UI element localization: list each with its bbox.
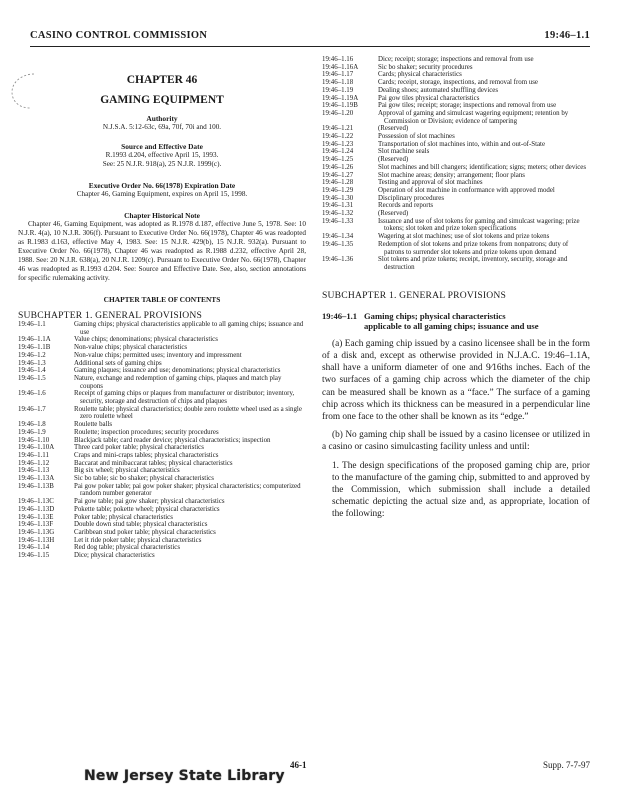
section-title-line-2: applicable to all gaming chips; issuance and use: [364, 321, 539, 332]
toc-section-title: Sic bo table; sic bo shaker; physical characteristics: [74, 475, 214, 483]
toc-section-number: 19:46–1.1A: [18, 336, 51, 344]
toc-section-title: Pai gow tiles physical characteristics: [378, 94, 480, 102]
toc-section-number: 19:46–1.16: [322, 56, 354, 63]
toc-section-title: Approval of gaming and simulcast wagering equipment; retention by Commission or Division; evidence of tampering: [378, 109, 569, 125]
toc-section-title: Baccarat and minibaccarat tables; physical characteristics: [74, 459, 233, 467]
toc-section-number: 19:46–1.32: [322, 210, 354, 218]
authority-text: N.J.S.A. 5:12-63c, 69a, 70f, 70i and 100.: [102, 123, 222, 131]
toc-entry: [18, 467, 306, 475]
toc-section-number: 19:46–1.10A: [18, 444, 55, 452]
toc-entry: [18, 336, 306, 344]
history-heading: Chapter Historical Note: [124, 211, 200, 220]
toc-entry: [18, 537, 306, 545]
toc-entry: [322, 133, 590, 141]
toc-section-number: 19:46–1.15: [18, 552, 50, 560]
toc-entry: [18, 367, 306, 375]
toc-section-title: Non-value chips; permitted uses; inventory and impressment: [74, 351, 242, 359]
toc-entry: [322, 125, 590, 133]
toc-section-number: 19:46–1.19B: [322, 102, 358, 110]
toc-section-number: 19:46–1.22: [322, 133, 354, 141]
toc-entry: [322, 95, 590, 103]
section-title-line-1: Gaming chips; physical characteristics: [364, 310, 506, 321]
toc-section-number: 19:46–1.27: [322, 171, 354, 179]
toc-section-title: Possession of slot machines: [378, 133, 455, 141]
toc-section-number: 19:46–1.2: [18, 351, 46, 359]
toc-left-table: [18, 321, 306, 560]
toc-entry: [322, 210, 590, 218]
toc-entry: [322, 172, 590, 180]
toc-section-title: Big six wheel; physical characteristics: [74, 467, 180, 475]
toc-section-number: 19:46–1.13G: [18, 528, 55, 536]
toc-section-title: Cards; receipt, storage, inspections, and removal from use: [378, 79, 538, 87]
toc-entry: [18, 444, 306, 452]
source-line-1: R.1993 d.204, effective April 15, 1993.: [105, 151, 219, 159]
toc-entry: [322, 233, 590, 241]
toc-section-title: Dice; physical characteristics: [74, 552, 155, 560]
subchapter-heading: SUBCHAPTER 1. GENERAL PROVISIONS: [322, 289, 507, 301]
toc-section-number: 19:46–1.13E: [18, 513, 54, 521]
toc-entry: [18, 344, 306, 352]
section-heading: [322, 311, 590, 332]
toc-section-number: 19:46–1.5: [18, 374, 46, 382]
source-line-2: See: 25 N.J.R. 918(a), 25 N.J.R. 1999(c).: [102, 160, 222, 168]
library-stamp: New Jersey State Library: [84, 768, 285, 784]
toc-section-number: 19:46–1.21: [322, 125, 354, 133]
toc-entry: [322, 218, 590, 233]
toc-entry: [18, 360, 306, 368]
toc-entry: [18, 475, 306, 483]
toc-entry: [18, 460, 306, 468]
toc-section-title: Double down stud table; physical characteristics: [74, 521, 208, 529]
authority-heading: Authority: [146, 114, 178, 123]
header-rule: [30, 46, 590, 47]
toc-entry: [18, 390, 306, 405]
toc-section-title: Nature, exchange and redemption of gaming chips, plaques and match play coupons: [74, 374, 282, 390]
toc-entry: [18, 498, 306, 506]
toc-section-title: Pai gow tiles; receipt; storage; inspections and removal from use: [378, 102, 557, 110]
toc-entry: [322, 64, 590, 72]
toc-section-number: 19:46–1.26: [322, 163, 354, 171]
toc-section-title: Receipt of gaming chips or plaques from manufacturer or distributor; inventory, security, storage and destruction of chips and plaques: [74, 390, 295, 406]
paragraph-b: (b) No gaming chip shall be issued by a casino licensee or utilized in a casino or casino simulcasting facility unless and until:: [322, 430, 590, 453]
toc-entry: [322, 187, 590, 195]
source-heading: Source and Effective Date: [121, 142, 203, 151]
toc-section-number: 19:46–1.11: [18, 451, 49, 459]
toc-entry: [322, 156, 590, 164]
toc-entry: [322, 148, 590, 156]
eo-heading: Executive Order No. 66(1978) Expiration Date: [88, 181, 236, 190]
toc-section-number: 19:46–1.13: [18, 467, 50, 475]
toc-section-title: Roulette balls: [74, 421, 113, 429]
paragraph-b1: 1. The design specifications of the proposed gaming chip are, prior to the manufacture of the gaming chip, submitted to and approved by the Commission, which submission shall include a detailed schematic depicting the actual size and, as appropriate, location of the following:: [332, 460, 590, 520]
toc-entry: [18, 352, 306, 360]
header-agency: CASINO CONTROL COMMISSION: [30, 30, 208, 41]
toc-section-title: Red dog table; physical characteristics: [74, 544, 181, 552]
toc-section-number: 19:46–1.36: [322, 256, 354, 264]
toc-section-number: 19:46–1.30: [322, 194, 354, 202]
toc-section-number: 19:46–1.28: [322, 179, 354, 187]
chapter-title: GAMING EQUIPMENT: [100, 94, 224, 106]
toc-entry: [322, 79, 590, 87]
toc-section-title: Gaming plaques; issuance and use; denominations; physical characteristics: [74, 367, 281, 375]
toc-section-title: Pai gow poker table; pai gow poker shaker; physical characteristics; computerized random number generator: [74, 482, 301, 498]
toc-section-title: Operation of slot machine in conformance with approved model: [378, 186, 555, 194]
toc-entry: [322, 202, 590, 210]
toc-entry: [322, 164, 590, 172]
toc-section-title: Transportation of slot machines into, within and out-of-State: [378, 140, 546, 148]
toc-entry: [18, 375, 306, 390]
toc-section-title: Disciplinary procedures: [378, 194, 445, 202]
toc-section-number: 19:46–1.14: [18, 544, 50, 552]
toc-section-number: 19:46–1.4: [18, 367, 46, 375]
toc-section-title: Pokette table; pokette wheel; physical characteristics: [74, 505, 220, 513]
toc-entry: [322, 56, 590, 64]
toc-section-number: 19:46–1.13F: [18, 521, 54, 529]
paragraph-a: (a) Each gaming chip issued by a casino licensee shall be in the form of a disk and, except as otherwise provided in N.J.A.C. 19:46–1.1A, shall have a uniform diameter of one and 9⁄16ths inches. Each of the two surfaces of a gaming chip across which the diameter of the chip can be measured shall be known as a “face.” The surface of a gaming chip across which its thickness can be measured in a perpendicular line from one face to the other shall be known as its “edge.”: [322, 338, 590, 422]
toc-section-title: Redemption of slot tokens and prize tokens from nonpatrons; duty of patrons to surrender slot tokens and prize tokens upon demand: [378, 240, 569, 256]
toc-entry: [18, 406, 306, 421]
toc-section-title: Craps and mini-craps tables; physical characteristics: [74, 451, 219, 459]
toc-section-number: 19:46–1.13H: [18, 536, 55, 544]
toc-entry: [18, 544, 306, 552]
toc-entry: [322, 102, 590, 110]
header-section-number: 19:46–1.1: [544, 30, 590, 41]
toc-entry: [322, 141, 590, 149]
toc-section-number: 19:46–1.10: [18, 436, 50, 444]
running-header: [30, 30, 590, 46]
toc-section-title: Wagering at slot machines; use of slot tokens and prize tokens: [378, 233, 550, 241]
supplement-date: Supp. 7-7-97: [543, 760, 590, 770]
toc-section-number: 19:46–1.13D: [18, 505, 55, 513]
toc-section-number: 19:46–1.1B: [18, 344, 51, 352]
toc-section-title: Dice; receipt; storage; inspections and removal from use: [378, 56, 534, 63]
toc-entry: [322, 241, 590, 256]
toc-entry: [18, 514, 306, 522]
toc-section-number: 19:46–1.20: [322, 109, 354, 117]
toc-section-title: Cards; physical characteristics: [378, 71, 462, 79]
left-column: [18, 56, 306, 560]
toc-section-title: Let it ride poker table; physical characteristics: [74, 536, 202, 544]
toc-section-number: 19:46–1.23: [322, 140, 354, 148]
toc-section-number: 19:46–1.18: [322, 79, 354, 87]
toc-section-number: 19:46–1.31: [322, 202, 354, 210]
eo-text: Chapter 46, Gaming Equipment, expires on April 15, 1998.: [76, 190, 248, 198]
toc-entry: [18, 529, 306, 537]
toc-entry: [322, 110, 590, 125]
section-number: 19:46–1.1: [322, 310, 358, 321]
toc-section-title: Sic bo shaker; security procedures: [378, 63, 473, 71]
toc-section-number: 19:46–1.29: [322, 186, 354, 194]
toc-section-number: 19:46–1.7: [18, 405, 46, 413]
toc-section-title: Roulette table; physical characteristics; double zero roulette wheel used as a single zero roulette wheel: [74, 405, 302, 421]
toc-section-number: 19:46–1.3: [18, 359, 46, 367]
toc-entry: [322, 179, 590, 187]
toc-section-number: 19:46–1.16A: [322, 63, 359, 71]
toc-section-title: Slot tokens and prize tokens; receipt, inventory, security, storage and destruction: [378, 256, 568, 271]
toc-subchapter-heading: SUBCHAPTER 1. GENERAL PROVISIONS: [18, 310, 203, 321]
toc-section-title: Non-value chips; physical characteristics: [74, 344, 188, 352]
toc-section-number: 19:46–1.13A: [18, 475, 55, 483]
toc-section-title: Value chips; denominations; physical characteristics: [74, 336, 218, 344]
toc-section-number: 19:46–1.12: [18, 459, 50, 467]
toc-section-number: 19:46–1.19A: [322, 94, 359, 102]
toc-right-table: [322, 56, 590, 272]
toc-section-title: Roulette; inspection procedures; security procedures: [74, 428, 219, 436]
toc-section-title: Slot machines and bill changers; identification; signs; meters; other devices: [378, 163, 587, 171]
toc-section-title: Testing and approval of slot machines: [378, 179, 483, 187]
toc-section-title: Issuance and use of slot tokens for gaming and simulcast wagering; prize tokens; slot token and prize token specifications: [378, 217, 580, 233]
toc-section-number: 19:46–1.24: [322, 148, 354, 156]
toc-section-number: 19:46–1.9: [18, 428, 46, 436]
toc-section-number: 19:46–1.33: [322, 217, 354, 225]
toc-section-title: Caribbean stud poker table; physical characteristics: [74, 528, 216, 536]
toc-section-title: Blackjack table; card reader device; physical characteristics; inspection: [74, 436, 271, 444]
toc-section-title: Records and reports: [378, 202, 434, 210]
chapter-number: CHAPTER 46: [126, 74, 198, 86]
toc-section-title: Three card poker table; physical characteristics: [74, 444, 204, 452]
toc-section-number: 19:46–1.13C: [18, 498, 54, 506]
toc-entry: [18, 429, 306, 437]
toc-section-number: 19:46–1.1: [18, 321, 46, 328]
toc-section-number: 19:46–1.34: [322, 233, 354, 241]
right-column: [322, 56, 590, 521]
toc-entry: [322, 195, 590, 203]
toc-section-number: 19:46–1.6: [18, 390, 46, 398]
toc-section-number: 19:46–1.13B: [18, 482, 54, 490]
toc-section-title: (Reserved): [378, 210, 409, 218]
toc-entry: [322, 87, 590, 95]
toc-entry: [18, 506, 306, 514]
toc-entry: [18, 421, 306, 429]
toc-section-title: Additional sets of gaming chips: [74, 359, 162, 367]
toc-section-title: Dealing shoes; automated shuffling devices: [378, 86, 499, 94]
toc-section-title: Gaming chips; physical characteristics applicable to all gaming chips; issuance and use: [74, 321, 304, 336]
toc-section-number: 19:46–1.17: [322, 71, 354, 79]
history-text: Chapter 46, Gaming Equipment, was adopted as R.1978 d.187, effective June 5, 1978. See: 10 N.J.R. 4(a), 10 N.J.R. 306(f). Pursuant to Executive Order No. 66(1978), Chapter 46 was readopted as R.1983 d.163, effective May 4, 1983. See: 15 N.J.R. 429(b), 15 N.J.R. 932(a). Pursuant to Executive Order No. 66(1978), Chapter 46 was readopted as R.1988 d.232, effective April 28, 1988. See: 20 N.J.R. 638(a), 20 N.J.R. 1209(c). Pursuant to Executive Order No. 66(1978), Chapter 46 was readopted as R.1993 d.204. See: Source and Effective Date. See, also, section annotations for specific rulemaking activity.: [18, 220, 306, 282]
toc-section-title: (Reserved): [378, 125, 409, 133]
toc-section-number: 19:46–1.19: [322, 86, 354, 94]
toc-entry: [18, 321, 306, 336]
toc-section-title: Poker table; physical characteristics: [74, 513, 173, 521]
toc-entry: [322, 71, 590, 79]
toc-entry: [322, 256, 590, 271]
toc-section-number: 19:46–1.8: [18, 421, 46, 429]
toc-entry: [18, 521, 306, 529]
toc-section-number: 19:46–1.25: [322, 156, 354, 164]
toc-entry: [18, 552, 306, 560]
toc-entry: [18, 437, 306, 445]
toc-section-title: Pai gow table; pai gow shaker; physical characteristics: [74, 498, 225, 506]
toc-section-title: (Reserved): [378, 156, 409, 164]
toc-heading: CHAPTER TABLE OF CONTENTS: [103, 295, 221, 304]
toc-entry: [18, 483, 306, 498]
toc-section-title: Slot machine areas; density; arrangement; floor plans: [378, 171, 525, 179]
toc-section-number: 19:46–1.35: [322, 240, 354, 248]
toc-section-title: Slot machine seals: [378, 148, 430, 156]
page-number: 46-1: [290, 760, 307, 770]
toc-entry: [18, 452, 306, 460]
